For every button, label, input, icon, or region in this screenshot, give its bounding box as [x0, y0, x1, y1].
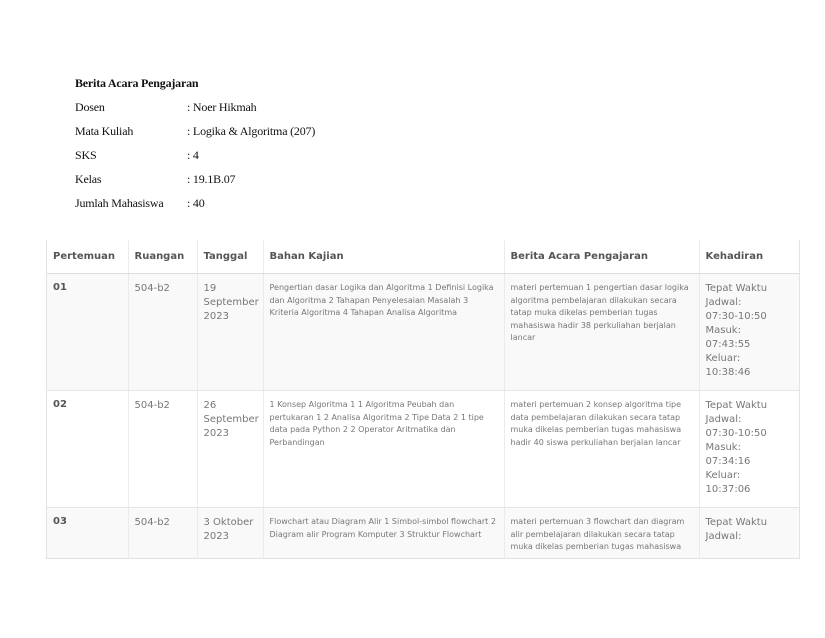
- document-title: Berita Acara Pengajaran: [75, 76, 199, 90]
- kehadiran-masuk-time: 07:43:55: [705, 339, 751, 350]
- info-value: : 40: [187, 196, 205, 210]
- cell-ruangan: 504-b2: [128, 508, 197, 560]
- table-row: [47, 508, 799, 560]
- cell-kehadiran: [699, 391, 799, 508]
- kehadiran-jadwal-label: Jadwal:: [705, 297, 742, 308]
- kehadiran-status: Tepat Waktu: [705, 283, 768, 294]
- info-row-jumlah-mahasiswa: [75, 193, 315, 217]
- teaching-log-table: [47, 240, 799, 559]
- info-value: : 4: [187, 148, 199, 162]
- kehadiran-masuk-label: Masuk:: [705, 325, 741, 336]
- kehadiran-masuk-time: 07:34:16: [705, 456, 751, 467]
- info-row-dosen: [75, 97, 315, 121]
- column-header-berita-acara: Berita Acara Pengajaran: [504, 240, 699, 274]
- kehadiran-keluar-time: 10:37:06: [705, 484, 751, 495]
- kehadiran-status: Tepat Waktu: [705, 400, 768, 411]
- info-row-sks: [75, 145, 315, 169]
- info-label: Dosen: [75, 100, 105, 114]
- cell-ruangan: 504-b2: [128, 274, 197, 391]
- info-value: : Noer Hikmah: [187, 100, 257, 114]
- cell-kehadiran: [699, 508, 799, 560]
- column-header-bahan-kajian: Bahan Kajian: [263, 240, 504, 274]
- column-header-pertemuan: Pertemuan: [47, 240, 128, 274]
- table-row: [47, 274, 799, 391]
- cell-berita-acara: materi pertemuan 3 flowchart dan diagram alir pembelajaran dilakukan secara tatap muka dikelas pemberian tugas mahasiswa: [504, 508, 699, 560]
- info-row-kelas: [75, 169, 315, 193]
- info-label: Jumlah Mahasiswa: [75, 196, 164, 210]
- table-row: [47, 391, 799, 508]
- document-header: [75, 73, 315, 217]
- info-label: SKS: [75, 148, 97, 162]
- kehadiran-masuk-label: Masuk:: [705, 442, 741, 453]
- kehadiran-keluar-time: 10:38:46: [705, 367, 751, 378]
- table-header-row: [47, 240, 799, 274]
- cell-kehadiran: [699, 274, 799, 391]
- kehadiran-keluar-label: Keluar:: [705, 470, 741, 481]
- cell-pertemuan: 01: [47, 274, 128, 391]
- cell-tanggal: 26 September 2023: [197, 391, 263, 508]
- cell-bahan-kajian: 1 Konsep Algoritma 1 1 Algoritma Peubah dan pertukaran 1 2 Analisa Algoritma 2 Tipe Data 2 1 tipe data pada Python 2 2 Operator Aritmatika dan Perbandingan: [263, 391, 504, 508]
- info-value: : Logika & Algoritma (207): [187, 124, 316, 138]
- kehadiran-jadwal-label: Jadwal:: [705, 531, 742, 542]
- cell-tanggal: 3 Oktober 2023: [197, 508, 263, 560]
- column-header-kehadiran: Kehadiran: [699, 240, 799, 274]
- column-header-tanggal: Tanggal: [197, 240, 263, 274]
- teaching-log-table-container: [46, 240, 800, 559]
- info-row-mata-kuliah: [75, 121, 315, 145]
- column-header-ruangan: Ruangan: [128, 240, 197, 274]
- kehadiran-jadwal-time: 07:30-10:50: [705, 428, 767, 439]
- cell-pertemuan: 02: [47, 391, 128, 508]
- cell-tanggal: 19 September 2023: [197, 274, 263, 391]
- cell-berita-acara: materi pertemuan 2 konsep algoritma tipe data pembelajaran dilakukan secara tatap muka dikelas pemberian tugas mahasiswa hadir 40 siswa perkuliahan berjalan lancar: [504, 391, 699, 508]
- cell-ruangan: 504-b2: [128, 391, 197, 508]
- kehadiran-jadwal-time: 07:30-10:50: [705, 311, 767, 322]
- cell-pertemuan: 03: [47, 508, 128, 560]
- cell-berita-acara: materi pertemuan 1 pengertian dasar logika algoritma pembelajaran dilakukan secara tatap muka dikelas pemberian tugas mahasiswa hadir 38 perkuliahan berjalan lancar: [504, 274, 699, 391]
- kehadiran-jadwal-label: Jadwal:: [705, 414, 742, 425]
- kehadiran-keluar-label: Keluar:: [705, 353, 741, 364]
- info-value: : 19.1B.07: [187, 172, 236, 186]
- kehadiran-status: Tepat Waktu: [705, 517, 768, 528]
- info-label: Mata Kuliah: [75, 124, 134, 138]
- cell-bahan-kajian: Flowchart atau Diagram Alir 1 Simbol-simbol flowchart 2 Diagram alir Program Komputer 3 Struktur Flowchart: [263, 508, 504, 560]
- cell-bahan-kajian: Pengertian dasar Logika dan Algoritma 1 Definisi Logika dan Algoritma 2 Tahapan Penyelesaian Masalah 3 Kriteria Algoritma 4 Tahapan Analisa Algoritma: [263, 274, 504, 391]
- info-label: Kelas: [75, 172, 102, 186]
